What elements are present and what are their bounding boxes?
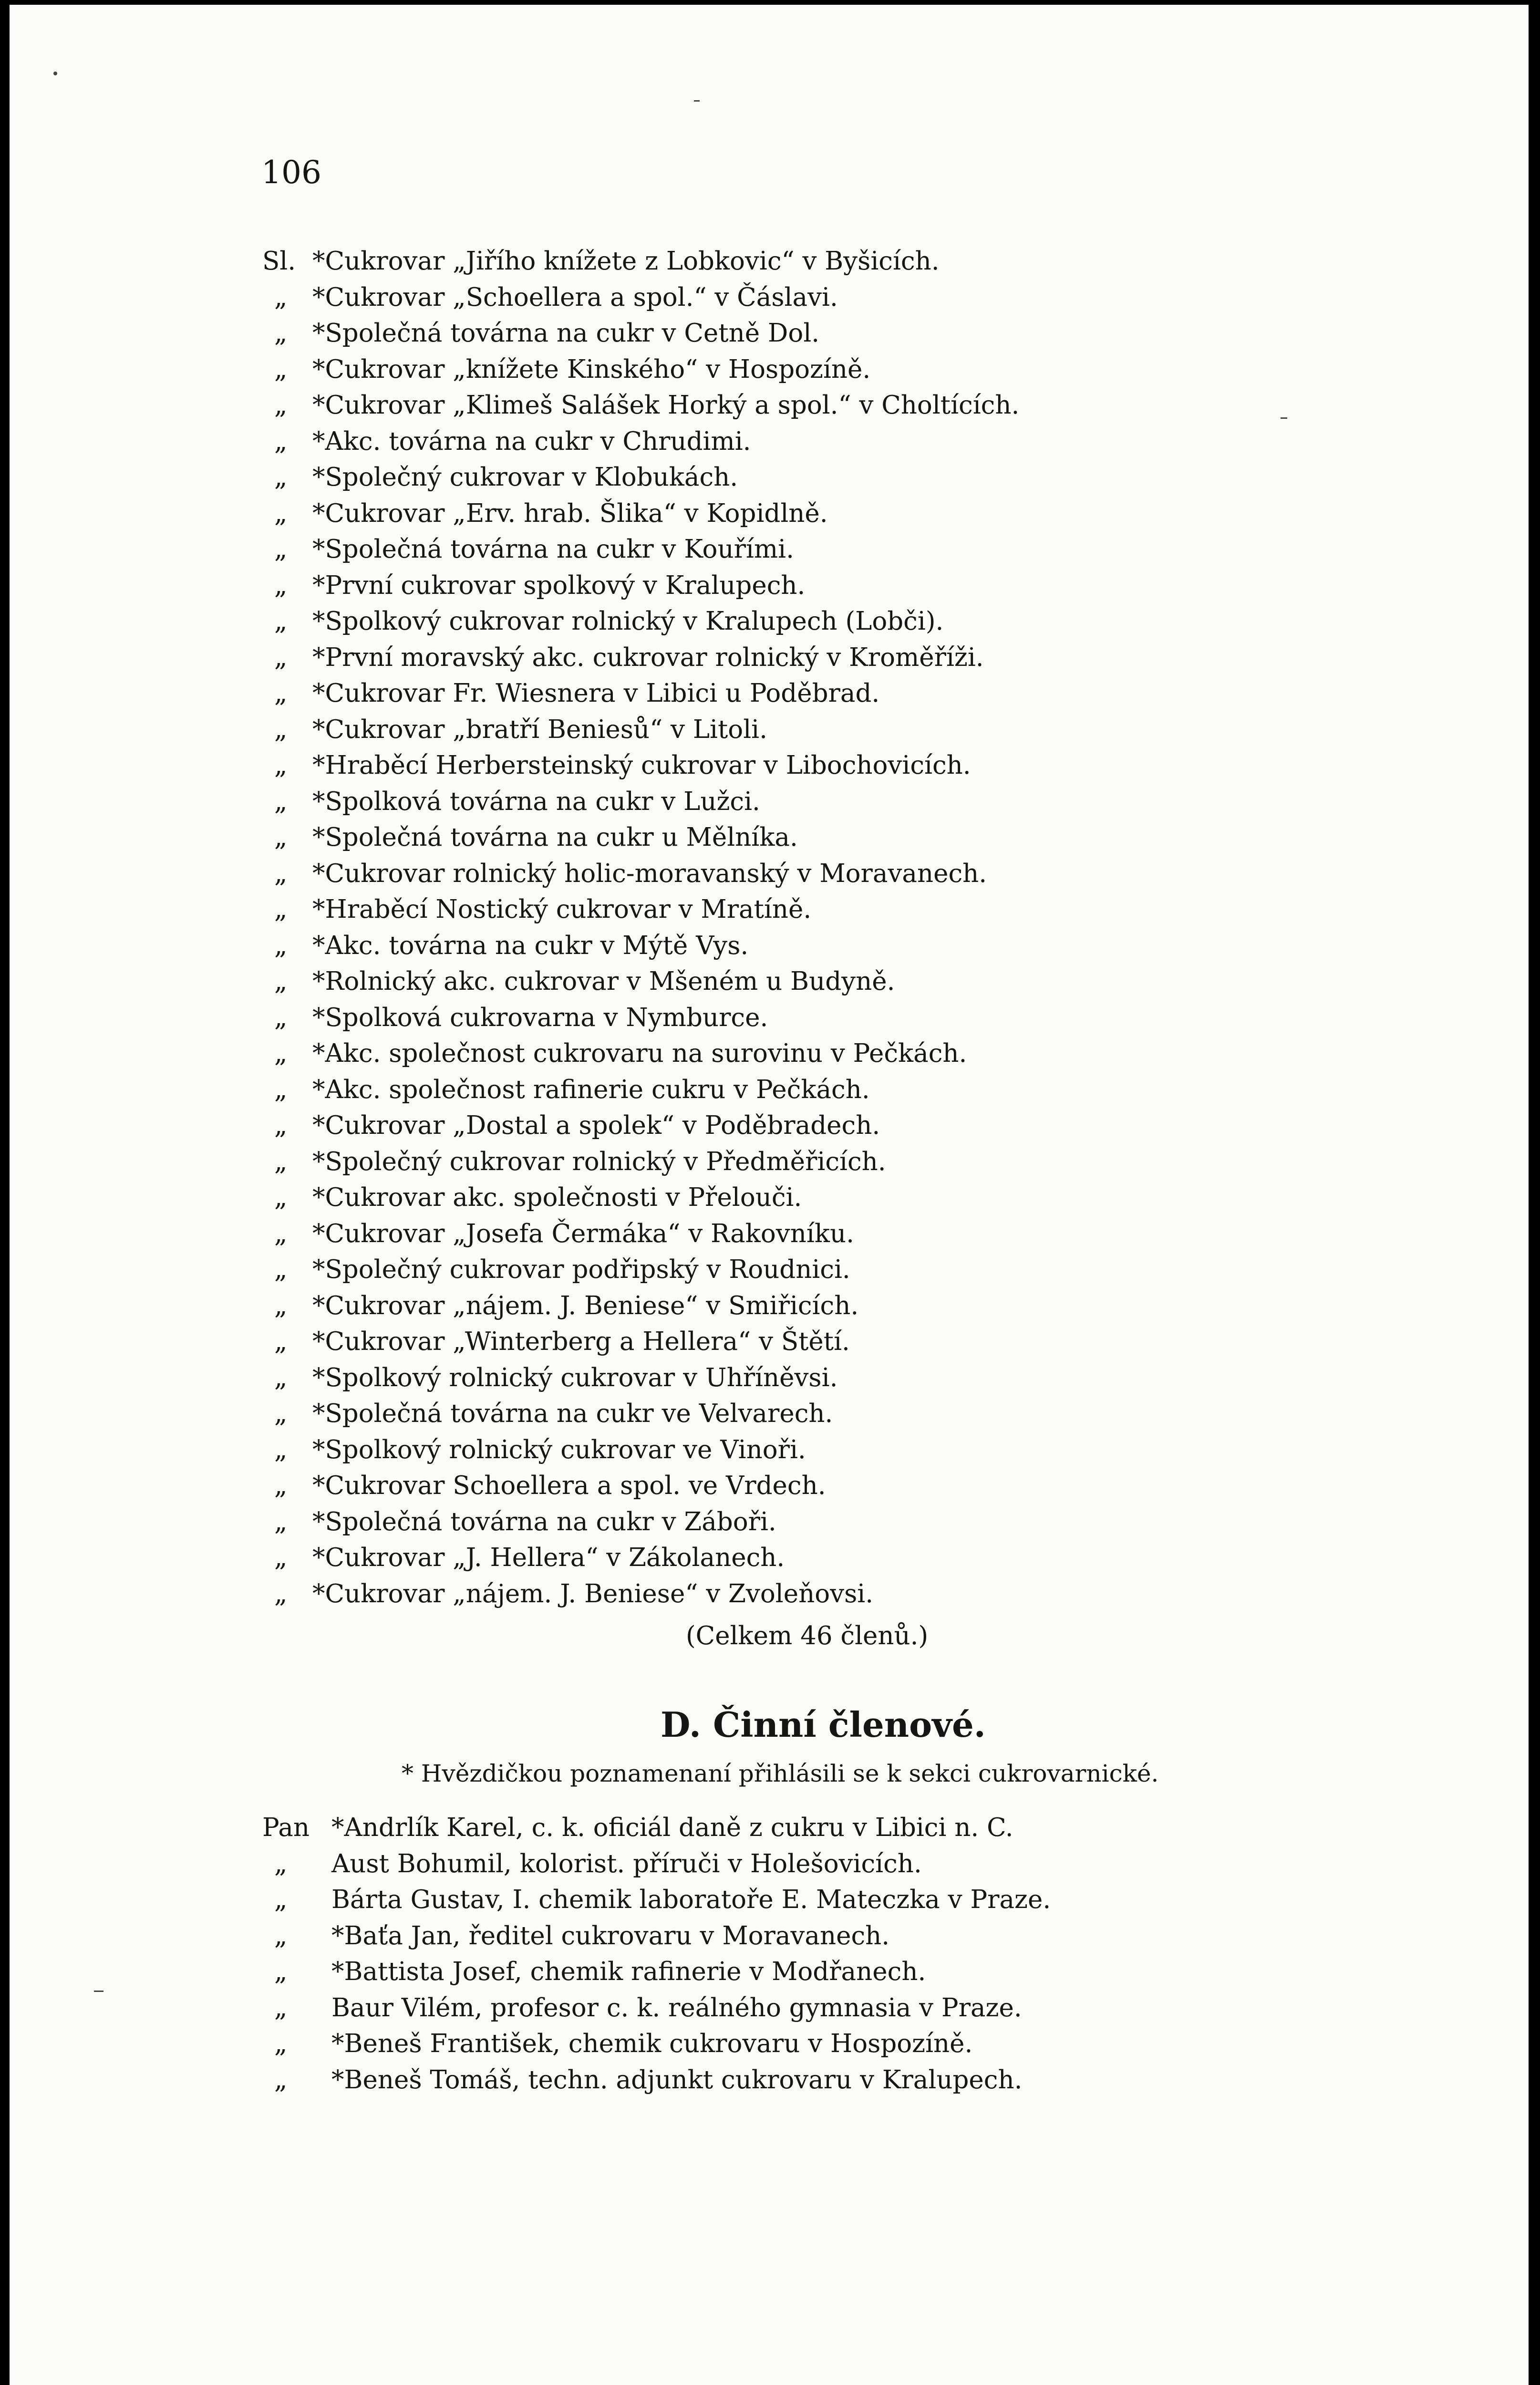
sl-list-item-prefix: „ [274,391,288,420]
sl-list-item-prefix: „ [274,1435,288,1464]
member-list-item-entry: *Beneš Tomáš, techn. adjunkt cukrovaru v Kralupech. [331,2065,1023,2095]
sl-list-item-entry: *Spolková továrna na cukr v Lužci. [312,787,760,816]
sl-list-item-entry: *Společná továrna na cukr v Záboři. [312,1507,776,1536]
sl-list-item-entry: *Cukrovar „bratří Beniesů“ v Litoli. [312,715,767,744]
sl-list-item-entry: *Akc. společnost rafinerie cukru v Pečkách. [312,1075,870,1104]
sl-list-item-prefix: „ [274,679,288,708]
sl-list-item-entry: *Cukrovar Fr. Wiesnera v Libici u Poděbrad. [312,679,880,708]
sl-list-item-entry: *Hraběcí Herbersteinský cukrovar v Libochovicích. [312,751,971,780]
member-list-item-entry: *Beneš František, chemik cukrovaru v Hospozíně. [331,2029,973,2058]
sl-list-item-prefix: „ [274,535,288,564]
sl-list-item-entry: *Společná továrna na cukr u Mělníka. [312,823,798,852]
sl-list-item-prefix: „ [274,1111,288,1140]
member-list-item-entry: Baur Vilém, profesor c. k. reálného gymnasia v Praze. [331,1993,1022,2022]
sl-list-item-prefix: „ [274,967,288,996]
sl-list-item-entry: *Cukrovar „nájem. J. Beniese“ v Zvoleňovsi. [312,1579,874,1608]
sl-list-item-prefix: „ [274,1399,288,1428]
member-list-item-prefix: „ [274,2029,288,2058]
sl-list-item-entry: *Spolkový rolnický cukrovar v Uhříněvsi. [312,1363,838,1392]
section-note: * Hvězdičkou poznamenaní přihlásili se k sekci cukrovarnické. [402,1760,1159,1787]
sl-list-item-prefix: „ [274,1507,288,1536]
speck-mark [94,1991,103,1992]
sl-list-item-prefix: „ [274,643,288,672]
sl-list-item-prefix: „ [274,787,288,816]
sl-list-item-entry: *Cukrovar „Dostal a spolek“ v Poděbradech. [312,1111,880,1140]
sl-list-item-entry: *Akc. továrna na cukr v Mýtě Vys. [312,931,749,960]
sl-list-item-prefix: „ [274,1363,288,1392]
sl-list-item-entry: *Cukrovar rolnický holic-moravanský v Moravanech. [312,859,987,888]
member-list-item-prefix: „ [274,1957,288,1986]
sl-list-item-entry: *Cukrovar akc. společnosti v Přelouči. [312,1183,802,1212]
sl-list-item-entry: *Společná továrna na cukr v Kouřími. [312,535,794,564]
sl-list-item-entry: *Cukrovar Schoellera a spol. ve Vrdech. [312,1471,826,1500]
member-list-item-entry: Aust Bohumil, kolorist. příruči v Holešovicích. [331,1849,922,1878]
sl-list-item-prefix: „ [274,319,288,348]
sl-list-item-prefix: „ [274,426,288,456]
sl-list-item-entry: *Cukrovar „Klimeš Salášek Horký a spol.“ v Choltících. [312,391,1020,420]
sl-list-item-entry: *První cukrovar spolkový v Kralupech. [312,570,806,600]
sl-list-item-entry: *Cukrovar „Jiřího knížete z Lobkovic“ v Byšicích. [312,247,940,276]
section-heading: D. Činní členové. [661,1704,986,1745]
sl-list-item-prefix: „ [274,282,288,312]
sl-list-item-prefix: Sl. [262,247,296,276]
sl-list-item-prefix: „ [274,1471,288,1500]
sl-list-item-prefix: „ [274,1327,288,1356]
member-list-item-prefix: „ [274,2065,288,2095]
sl-list-item-entry: *Cukrovar „Schoellera a spol.“ v Čáslavi. [312,282,838,312]
member-list-item-prefix: „ [274,1849,288,1878]
sl-list-item-entry: *Rolnický akc. cukrovar v Mšeném u Budyně. [312,967,895,996]
sl-list-item-entry: *Cukrovar „knížete Kinského“ v Hospozíně. [312,354,871,384]
sl-list-item-prefix: „ [274,895,288,924]
sl-list-item-prefix: „ [274,1039,288,1068]
sl-list-item-prefix: „ [274,1255,288,1284]
sl-list-item-prefix: „ [274,570,288,600]
sl-list-item-prefix: „ [274,931,288,960]
sl-list-item-prefix: „ [274,498,288,528]
sl-list-item-entry: *Cukrovar „Winterberg a Hellera“ v Štětí. [312,1327,850,1356]
sl-list-item-entry: *Cukrovar „J. Hellera“ v Zákolanech. [312,1543,785,1572]
member-list-item-prefix: „ [274,1993,288,2022]
sl-list-item-prefix: „ [274,1543,288,1572]
sl-list-item-entry: *Hraběcí Nostický cukrovar v Mratíně. [312,895,812,924]
member-list-item-entry: *Andrlík Karel, c. k. oficiál daně z cukru v Libici n. C. [331,1813,1013,1842]
sl-list-item-entry: *Společný cukrovar podřipský v Roudnici. [312,1255,850,1284]
page-number: 106 [261,154,321,191]
sl-list-item-prefix: „ [274,1183,288,1212]
sl-list-item-entry: *Cukrovar „Erv. hrab. Šlika“ v Kopidlně. [312,498,828,528]
sl-list-item-prefix: „ [274,1219,288,1248]
member-list-item-entry: Bárta Gustav, I. chemik laboratoře E. Mateczka v Praze. [331,1885,1051,1914]
sl-list-item-entry: *Společná továrna na cukr v Cetně Dol. [312,319,820,348]
sl-list-item-entry: *Akc. továrna na cukr v Chrudimi. [312,426,751,456]
speck-mark [53,72,57,75]
sl-list-item-entry: *Spolková cukrovarna v Nymburce. [312,1003,768,1032]
sl-list-item-entry: *Cukrovar „nájem. J. Beniese“ v Smiřicích. [312,1291,859,1320]
sl-list-item-entry: *Společný cukrovar rolnický v Předměřicích. [312,1147,886,1176]
sl-list-item-entry: *Akc. společnost cukrovaru na surovinu v Pečkách. [312,1039,967,1068]
member-list-item-prefix: „ [274,1921,288,1950]
member-list-item-entry: *Baťa Jan, ředitel cukrovaru v Moravanech. [331,1921,890,1950]
sl-list-item-prefix: „ [274,823,288,852]
sl-list-item-entry: *Spolkový rolnický cukrovar ve Vinoři. [312,1435,806,1464]
sl-list-item-prefix: „ [274,1075,288,1104]
sl-list-item-prefix: „ [274,607,288,636]
sl-list-item-prefix: „ [274,354,288,384]
sl-list-item-entry: *Cukrovar „Josefa Čermáka“ v Rakovníku. [312,1219,854,1248]
sl-list-item-prefix: „ [274,859,288,888]
sl-list-item-prefix: „ [274,1003,288,1032]
sl-list-item-prefix: „ [274,715,288,744]
sl-list-item-entry: *Společná továrna na cukr ve Velvarech. [312,1399,833,1428]
sl-list-item-entry: *První moravský akc. cukrovar rolnický v Kroměříži. [312,643,984,672]
members-total: (Celkem 46 členů.) [686,1621,929,1650]
member-list-item-prefix: „ [274,1885,288,1914]
sl-list-item-prefix: „ [274,751,288,780]
speck-mark [694,100,700,102]
sl-list-item-prefix: „ [274,1579,288,1608]
sl-list-item-prefix: „ [274,1147,288,1176]
sl-list-item-prefix: „ [274,1291,288,1320]
member-list-item-entry: *Battista Josef, chemik rafinerie v Modřanech. [331,1957,926,1986]
sl-list-item-entry: *Spolkový cukrovar rolnický v Kralupech (Lobči). [312,607,944,636]
member-list-item-prefix: Pan [262,1813,310,1842]
sl-list-item-prefix: „ [274,463,288,492]
speck-mark [1281,417,1287,419]
sl-list-item-entry: *Společný cukrovar v Klobukách. [312,463,738,492]
